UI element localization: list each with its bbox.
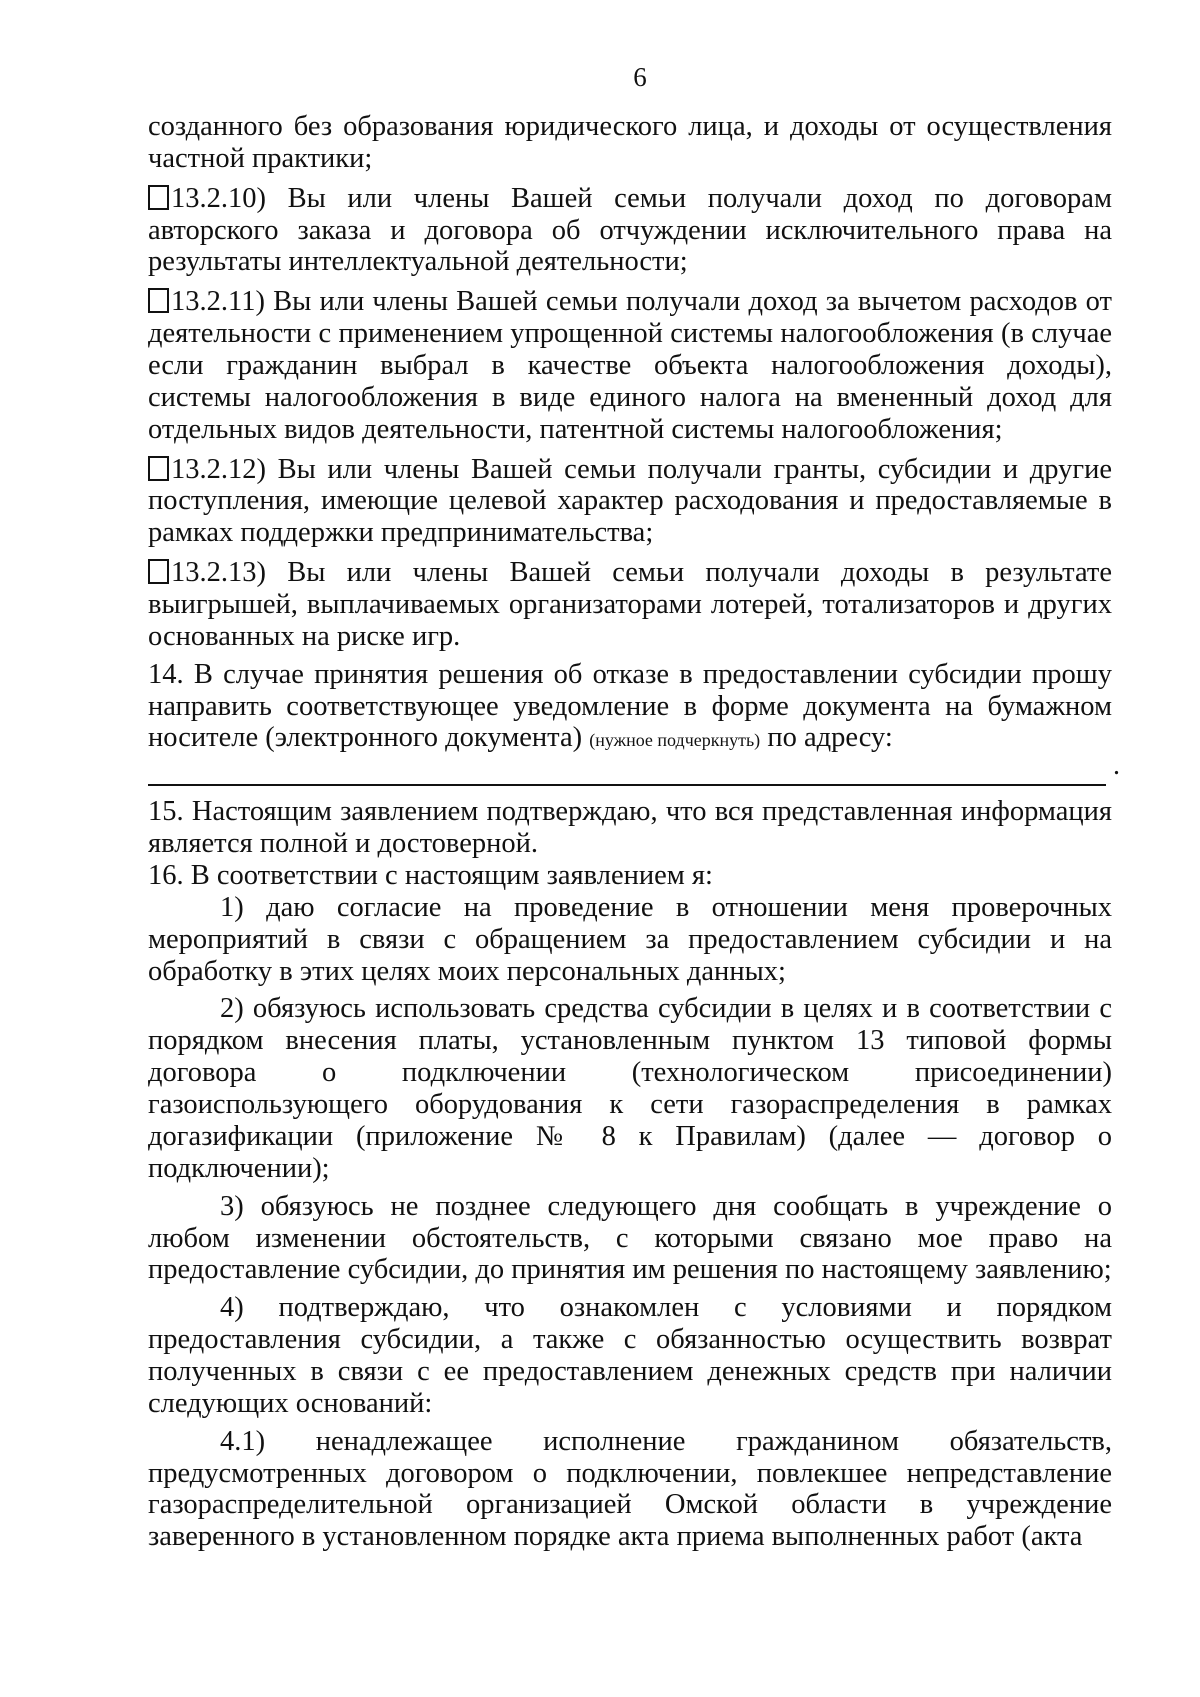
item-13-2-13-text: 13.2.13) Вы или члены Вашей семьи получали доходы в результате выигрышей, выплачиваемых организаторами лотерей, тотализаторов и других основанных на риске игр.: [148, 557, 1112, 652]
checkbox-13-2-13[interactable]: [148, 559, 169, 584]
subitem-3: 3) обязуюсь не позднее следующего дня сообщать в учреждение о любом изменении обстоятельств, с которыми связано мое право на предоставление субсидии, до принятия им решения по настоящему заявлению;: [148, 1190, 1112, 1286]
checkbox-13-2-12[interactable]: [148, 456, 169, 481]
paragraph-16: 16. В соответствии с настоящим заявлением я:: [148, 860, 713, 892]
checkbox-13-2-10[interactable]: [148, 185, 169, 210]
paragraph-14: [148, 659, 1112, 755]
item-13-2-10-text: 13.2.10) Вы или члены Вашей семьи получали доход по договорам авторского заказа и договора об отчуждении исключительного права на результаты интеллектуальной деятельности;: [148, 182, 1112, 278]
item-13-2-10: [148, 183, 1112, 279]
paragraph-14-text: 14. В случае принятия решения об отказе в предоставлении субсидии прошу направить соответствующее уведомление в форме документа на бумажном носителе (электронного документа): [148, 658, 1112, 754]
subitem-1: 1) даю согласие на проведение в отношении меня проверочных мероприятий в связи с обращением за предоставлением субсидии и на обработку в этих целях моих персональных данных;: [148, 891, 1112, 987]
underline-hint: (нужное подчеркнуть): [589, 730, 761, 751]
subitem-2: 2) обязуюсь использовать средства субсидии в целях и в соответствии с порядком внесения платы, установленным пунктом 13 типовой формы договора о подключении (технологическом присоединении) газоиспользующего оборудования к сети газораспределения в рамках догазификации (приложение № 8 к Правилам) (далее — договор о подключении);: [148, 993, 1112, 1184]
paragraph-14-address-label: по адресу:: [767, 722, 893, 754]
page-number: 6: [633, 62, 647, 92]
address-blank-line[interactable]: [148, 750, 1120, 786]
paragraph-continuation: созданного без образования юридического лица, и доходы от осуществления частной практики;: [148, 111, 1112, 174]
item-13-2-12: [148, 454, 1112, 550]
item-13-2-12-text: 13.2.12) Вы или члены Вашей семьи получали гранты, субсидии и другие поступления, имеющие целевой характер расходования и предоставляемые в рамках поддержки предпринимательства;: [148, 453, 1112, 549]
address-line-end: .: [1113, 750, 1120, 782]
item-13-2-11-text: 13.2.11) Вы или члены Вашей семьи получали доход за вычетом расходов от деятельности с применением упрощенной системы налогообложения (в случае если гражданин выбрал в качестве объекта налогообложения доходы), системы налогообложения в виде единого налога на вмененный доход для отдельных видов деятельности, патентной системы налогообложения;: [148, 286, 1112, 445]
subitem-4: 4) подтверждаю, что ознакомлен с условиями и порядком предоставления субсидии, а также с обязанностью осуществить возврат полученных в связи с ее предоставлением денежных средств при наличии следующих оснований:: [148, 1292, 1112, 1419]
item-13-2-13: [148, 557, 1112, 653]
paragraph-15: 15. Настоящим заявлением подтверждаю, что вся представленная информация является полной и достоверной.: [148, 796, 1112, 860]
subitem-4-1: 4.1) ненадлежащее исполнение гражданином обязательств, предусмотренных договором о подключении, повлекшее непредставление газораспределительной организацией Омской области в учреждение заверенного в установленном порядке акта приема выполненных работ (акта: [148, 1425, 1112, 1553]
item-13-2-11: [148, 286, 1112, 445]
checkbox-13-2-11[interactable]: [148, 288, 169, 313]
